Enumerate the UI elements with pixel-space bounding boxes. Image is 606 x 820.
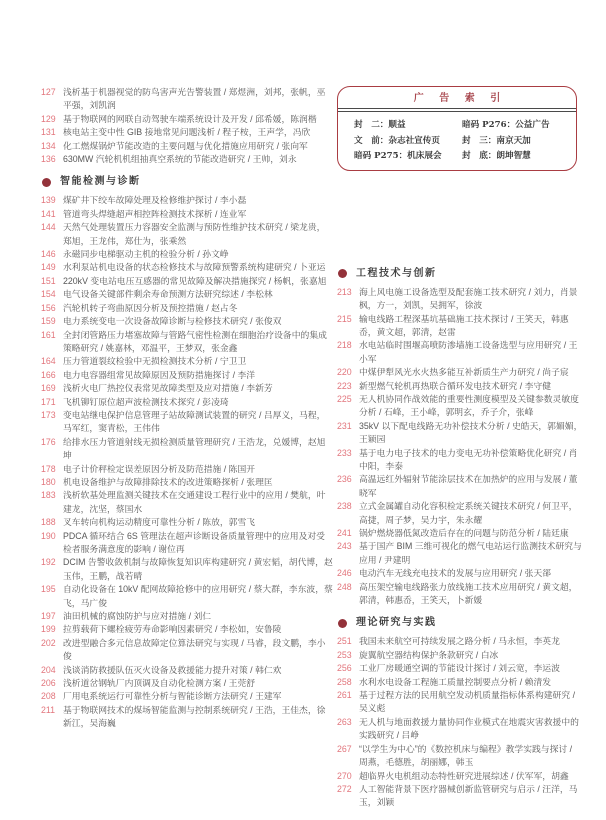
entry-page-number: 197 [41, 611, 56, 622]
entry-page-number: 243 [337, 541, 352, 552]
entry-page-number: 159 [41, 316, 56, 327]
toc-entry [337, 649, 583, 662]
toc-entry [41, 489, 333, 516]
toc-entry [337, 635, 583, 648]
toc-entry [41, 113, 333, 126]
entry-page-number: 238 [337, 501, 352, 512]
toc-entry [337, 743, 583, 770]
entry-text: 工业厂房暖通空调的节能设计探讨 / 刘云宽，李运波 [359, 663, 560, 674]
toc-entry [41, 86, 333, 113]
entry-page-number: 176 [41, 436, 56, 447]
entry-text: 浅析基于机器视觉的防鸟害声光告警装置 / 郑煜洲，刘邦，张帆，巫平强，刘凯润 [63, 87, 326, 111]
toc-entry [337, 689, 583, 716]
toc-entry [41, 329, 333, 356]
ad-index-entry: 暗码 P276：公益广告 [462, 120, 550, 131]
toc-entry [41, 208, 333, 221]
toc-entry [337, 770, 583, 783]
toc-entry [41, 315, 333, 328]
entry-text: 无人机与地面救援力量协同作业模式在地震灾害救援中的实践研究 / 吕峥 [359, 716, 579, 741]
ad-index-divider [338, 108, 576, 112]
entry-text: 全封闭管路压力堵塞故障与管路气密性检测在细胞治疗设备中的集成策略研究 / 姚嘉林，邓温平，王梦双，张金鑫 [63, 329, 327, 353]
entry-text: 机电设备维护与故障排除技术的改进策略探析 / 张理匡 [63, 476, 273, 487]
entry-text: “以学生为中心”的《数控机床与编程》教学实践与探讨 / 周燕，毛德胜，胡丽娜，韩玉 [359, 743, 573, 768]
entry-page-number: 144 [41, 222, 56, 233]
ad-index-entry: 暗码 P275：机床展会 [354, 151, 442, 162]
entry-page-number: 183 [41, 490, 56, 501]
toc-entry [337, 420, 583, 447]
toc-entry [337, 393, 583, 420]
toc-entry [337, 527, 583, 540]
entry-page-number: 215 [337, 313, 352, 324]
entry-text: 基于物联网的网联自动驾驶车端系统设计及开发 / 邱希媛，陈润楷 [63, 113, 317, 124]
toc-entry [41, 516, 333, 529]
entry-page-number: 248 [337, 581, 352, 592]
toc-entry [41, 436, 333, 463]
toc-entry [41, 261, 333, 274]
toc-entry [337, 716, 583, 743]
toc-entry [41, 275, 333, 288]
entry-text: PDCA 循环结合 6S 管理法在超声诊断设备质量管理中的应用及对受检者服务满意度的影响 / 谢位再 [63, 530, 325, 554]
entry-page-number: 231 [337, 420, 352, 431]
entry-text: 电气设备关键部件剩余寿命预测方法研究综述 / 李松林 [63, 289, 273, 300]
toc-right-list [337, 267, 583, 810]
entry-text: 厂用电系统运行可靠性分析与智能诊断方法研究 / 王建军 [63, 691, 282, 702]
entry-page-number: 171 [41, 396, 56, 407]
entry-page-number: 141 [41, 208, 56, 219]
entry-page-number: 261 [337, 690, 352, 701]
entry-page-number: 149 [41, 262, 56, 273]
toc-entry [41, 704, 333, 731]
toc-entry [41, 126, 333, 139]
entry-page-number: 220 [337, 367, 352, 378]
entry-page-number: 156 [41, 302, 56, 313]
toc-entry [41, 664, 333, 677]
entry-text: 自动化设备在 10kV 配网故障抢修中的应用研究 / 蔡大群，李东波，蔡飞，马广俊 [63, 584, 333, 608]
entry-page-number: 270 [337, 770, 352, 781]
toc-entry [41, 396, 333, 409]
toc-entry [41, 288, 333, 301]
toc-entry [41, 690, 333, 703]
entry-page-number: 161 [41, 329, 56, 340]
toc-entry [337, 783, 583, 810]
toc-entry [41, 556, 333, 583]
entry-page-number: 204 [41, 664, 56, 675]
entry-text: 输电线路工程深基坑基础施工技术探讨 / 王笑天，韩惠岙，黄文超，郭清，赵雷 [359, 313, 569, 337]
entry-text: 浅析火电厂热控仪表常见故障类型及应对措施 / 李新芳 [63, 383, 273, 394]
toc-entry [41, 637, 333, 664]
entry-page-number: 218 [337, 340, 352, 351]
entry-page-number: 199 [41, 624, 56, 635]
toc-entry [41, 302, 333, 315]
entry-page-number: 136 [41, 154, 56, 165]
entry-text: 水电站临时围堰高喷防渗墙施工设备选型与应用研究 / 王小军 [359, 340, 578, 364]
ad-index-entry: 封 二：顺益 [354, 120, 406, 131]
toc-entry [337, 286, 583, 313]
entry-page-number: 190 [41, 530, 56, 541]
entry-text: 我国未来航空可持续发展之路分析 / 马永恒，李英龙 [359, 636, 560, 647]
toc-entry [337, 662, 583, 675]
entry-page-number: 169 [41, 383, 56, 394]
entry-text: 超临界火电机组动态特性研究进展综述 / 伏军军，胡鑫 [359, 770, 569, 781]
entry-page-number: 263 [337, 716, 352, 727]
toc-entry [41, 194, 333, 207]
entry-page-number: 233 [337, 447, 352, 458]
entry-page-number: 139 [41, 195, 56, 206]
entry-text: 管道弯头焊缝超声相控阵检测技术探析 / 连业军 [63, 208, 247, 219]
entry-text: 基于国产 BIM 三维可视化的燃气电站运行监测技术研究与应用 / 尹建明 [359, 541, 582, 565]
toc-entry [41, 153, 333, 166]
entry-text: 35kV 以下配电线路无功补偿技术分析 / 史皓天，郭媚媚，王颖园 [359, 420, 583, 445]
entry-page-number: 223 [337, 380, 352, 391]
entry-text: 煤矿井下绞车故障处理及检修维护探讨 / 李小磊 [63, 195, 247, 206]
toc-right-column [337, 86, 583, 810]
entry-page-number: 213 [337, 286, 352, 297]
entry-text: DCIM 告警收敛机制与故障恢复知识库构建研究 / 黄宏韬，胡代博，赵玉伟，王鹏，战若晴 [63, 557, 333, 581]
toc-entry [337, 676, 583, 689]
section-heading [42, 175, 333, 189]
entry-page-number: 129 [41, 113, 56, 124]
toc-entry [337, 540, 583, 567]
toc-entry [337, 380, 583, 393]
section-bullet-icon [42, 178, 51, 187]
entry-text: 压力管道裂纹检验中无损检测技术分析 / 宁卫卫 [63, 356, 247, 367]
entry-page-number: 208 [41, 691, 56, 702]
entry-text: 高压架空输电线路张力放线施工技术应用研究 / 黄文超，郭清，韩惠岙，王笑天，卜新媛 [359, 581, 578, 606]
toc-entry [41, 610, 333, 623]
entry-page-number: 246 [337, 568, 352, 579]
entry-text: 电力系统变电一次设备故障诊断与检修技术研究 / 张俊双 [63, 316, 282, 327]
toc-entry [337, 366, 583, 379]
entry-page-number: 166 [41, 369, 56, 380]
entry-text: 飞机铆钉原位超声波检测技术探究 / 彭凌琦 [63, 396, 229, 407]
entry-text: 浅谈消防救援队伍灭火设备及救援能力提升对策 / 韩仁欢 [63, 664, 282, 675]
toc-entry [337, 339, 583, 366]
section-heading [338, 616, 583, 630]
section-heading-label: 理论研究与实践 [356, 617, 437, 629]
entry-page-number: 178 [41, 463, 56, 474]
entry-text: 电动汽车无线充电技术的发展与应用研究 / 张天郤 [359, 568, 552, 579]
entry-text: 基于电力电子技术的电力变电无功补偿策略优化研究 / 肖中阳，李泰 [359, 447, 578, 471]
entry-page-number: 146 [41, 249, 56, 260]
entry-page-number: 131 [41, 127, 56, 138]
toc-entry [337, 447, 583, 474]
entry-page-number: 251 [337, 636, 352, 647]
entry-page-number: 180 [41, 476, 56, 487]
toc-entry [41, 140, 333, 153]
entry-text: 核电站主变中性 GIB 接地常见问题浅析 / 程子桉，王声学，冯欣 [63, 127, 311, 138]
toc-entry [337, 567, 583, 580]
entry-page-number: 192 [41, 557, 56, 568]
toc-entry [41, 476, 333, 489]
entry-text: 浅析道岔钢轨厂内顶调及自动化检测方案 / 王莞舒 [63, 678, 256, 689]
toc-left-column [41, 86, 333, 731]
entry-page-number: 151 [41, 275, 56, 286]
entry-text: 浅析软基处理监测关键技术在交通建设工程行业中的应用 / 樊航，叶建龙，沈坚，蔡国水 [63, 490, 326, 514]
entry-text: 永磁同步电梯驱动主机的检验分析 / 孙文峥 [63, 249, 229, 260]
entry-page-number: 164 [41, 356, 56, 367]
toc-entry [41, 677, 333, 690]
entry-text: 化工燃煤锅炉节能改造的主要问题与优化措施应用研究 / 张向军 [63, 140, 308, 151]
entry-text: 天然气处理装置压力容器安全监测与预防性维护技术研究 / 梁龙贵，郑旭，王龙伟，郑仕为，张乘然 [63, 222, 326, 246]
entry-page-number: 211 [41, 704, 56, 715]
entry-text: 基于物联网技术的煤场智能监测与控制系统研究 / 王浩，王佳杰，徐新江，吴海巍 [63, 704, 326, 729]
entry-text: 变电站继电保护信息管理子站故障测试装置的研究 / 吕厚义，马程，马军红，窦青松，王伟伟 [63, 409, 326, 434]
entry-text: 人工智能背景下医疗器械创新监管研究与启示 / 汪洋，马玉，刘颖 [359, 783, 578, 808]
toc-entry [337, 473, 583, 500]
entry-text: 汽轮机转子弯曲原因分析及预控措施 / 赵占冬 [63, 302, 238, 313]
ad-index-grid [338, 118, 576, 162]
toc-entry [41, 355, 333, 368]
entry-text: 锅炉燃烧器低氮改造后存在的问题与防范分析 / 陆廷康 [359, 528, 569, 538]
toc-entry [337, 581, 583, 608]
entry-page-number: 272 [337, 783, 352, 794]
entry-page-number: 206 [41, 678, 56, 689]
entry-text: 新型燃气轮机再热联合循环发电技术研究 / 李守健 [359, 380, 552, 391]
entry-page-number: 154 [41, 289, 56, 300]
entry-text: 水利泵站机电设备的状态检修技术与故障预警系统构建研究 / 卜亚运 [63, 262, 326, 273]
ad-index-entry: 封 底：朗坤智慧 [462, 151, 531, 162]
toc-entry [41, 221, 333, 248]
section-heading [338, 267, 583, 281]
entry-page-number: 127 [41, 87, 56, 97]
entry-page-number: 253 [337, 649, 352, 660]
entry-page-number: 173 [41, 409, 56, 420]
entry-text: 电子计价秤检定误差原因分析及防范措施 / 陈国开 [63, 463, 256, 474]
toc-entry [41, 530, 333, 557]
entry-text: 630MW 汽轮机机组抽真空系统的节能改造研究 / 王帅，刘永 [63, 154, 297, 165]
entry-page-number: 267 [337, 743, 352, 754]
entry-text: 旋翼航空器结构保护条款研究 / 白冰 [359, 649, 499, 660]
entry-page-number: 241 [337, 528, 352, 538]
toc-entry [337, 313, 583, 340]
ad-index-entry: 文 前：杂志社宣传页 [354, 135, 440, 146]
section-bullet-icon [338, 269, 347, 278]
entry-page-number: 256 [337, 663, 352, 674]
ad-index-title: 广 告 索 引 [413, 93, 507, 104]
entry-text: 叉车转向机构运动精度可靠性分析 / 陈放，郭雪飞 [63, 517, 256, 528]
ad-index-box [337, 86, 577, 171]
entry-text: 无人机协同作战效能的重要性测度模型及关键参数灵敏度分析 / 石峰，王小峰，郭明玄，乔子介，张峰 [359, 393, 579, 418]
section-heading-label: 工程技术与创新 [356, 267, 437, 279]
entry-page-number: 195 [41, 584, 56, 595]
entry-page-number: 225 [337, 393, 352, 404]
entry-page-number: 236 [337, 474, 352, 485]
ad-index-entry: 封 三：南京天加 [462, 135, 531, 146]
entry-text: 基于过程方法的民用航空发动机质量指标体系构建研究 / 吴义彪 [359, 690, 576, 714]
entry-text: 拉剪载荷下螺栓疲劳寿命影响因素研究 / 李松如，安鲁陵 [63, 624, 282, 635]
entry-text: 给排水压力管道射线无损检测质量管理研究 / 王浩龙，兑媛博，赵旭坤 [63, 436, 326, 461]
toc-entry [41, 409, 333, 436]
entry-page-number: 258 [337, 676, 352, 687]
entry-text: 水利水电设备工程施工质量控制要点分析 / 赖清发 [359, 676, 552, 687]
section-heading-label: 智能检测与诊断 [60, 176, 141, 188]
section-bullet-icon [338, 619, 347, 628]
entry-text: 220kV 变电站电压互感器的常见故障及解决措施探究 / 杨帆，张嘉旭 [63, 275, 327, 286]
toc-entry [41, 369, 333, 382]
entry-text: 立式金属罐自动化容积检定系统关键技术研究 / 何卫平，高捷，周子梦，吴力宇，朱永耀 [359, 501, 578, 525]
entry-text: 海上风电施工设备选型及配套施工技术研究 / 刘力，肖景枫，方一，刘凯，吴拥军，徐波 [359, 286, 578, 311]
toc-entry [41, 583, 333, 610]
entry-page-number: 202 [41, 637, 56, 648]
entry-text: 中煤伊犁风光水火热多能互补新质生产力研究 / 尚子宸 [359, 367, 569, 378]
entry-text: 油田机械的腐蚀防护与应对措施 / 刘仁 [63, 611, 212, 622]
entry-text: 高温远红外辐射节能涂层技术在加热炉的应用与发展 / 董晓军 [359, 474, 578, 498]
toc-entry [41, 382, 333, 395]
entry-page-number: 188 [41, 517, 56, 528]
toc-entry [41, 463, 333, 476]
toc-entry [41, 623, 333, 636]
entry-text: 电力电容器组常见故障原因及预防措施探讨 / 李洋 [63, 369, 256, 380]
entry-page-number: 134 [41, 140, 56, 151]
toc-entry [337, 500, 583, 527]
toc-entry [41, 248, 333, 261]
entry-text: 改进型融合多元信息故障定位算法研究与实现 / 马睿，段文鹏，李小俊 [63, 637, 326, 662]
